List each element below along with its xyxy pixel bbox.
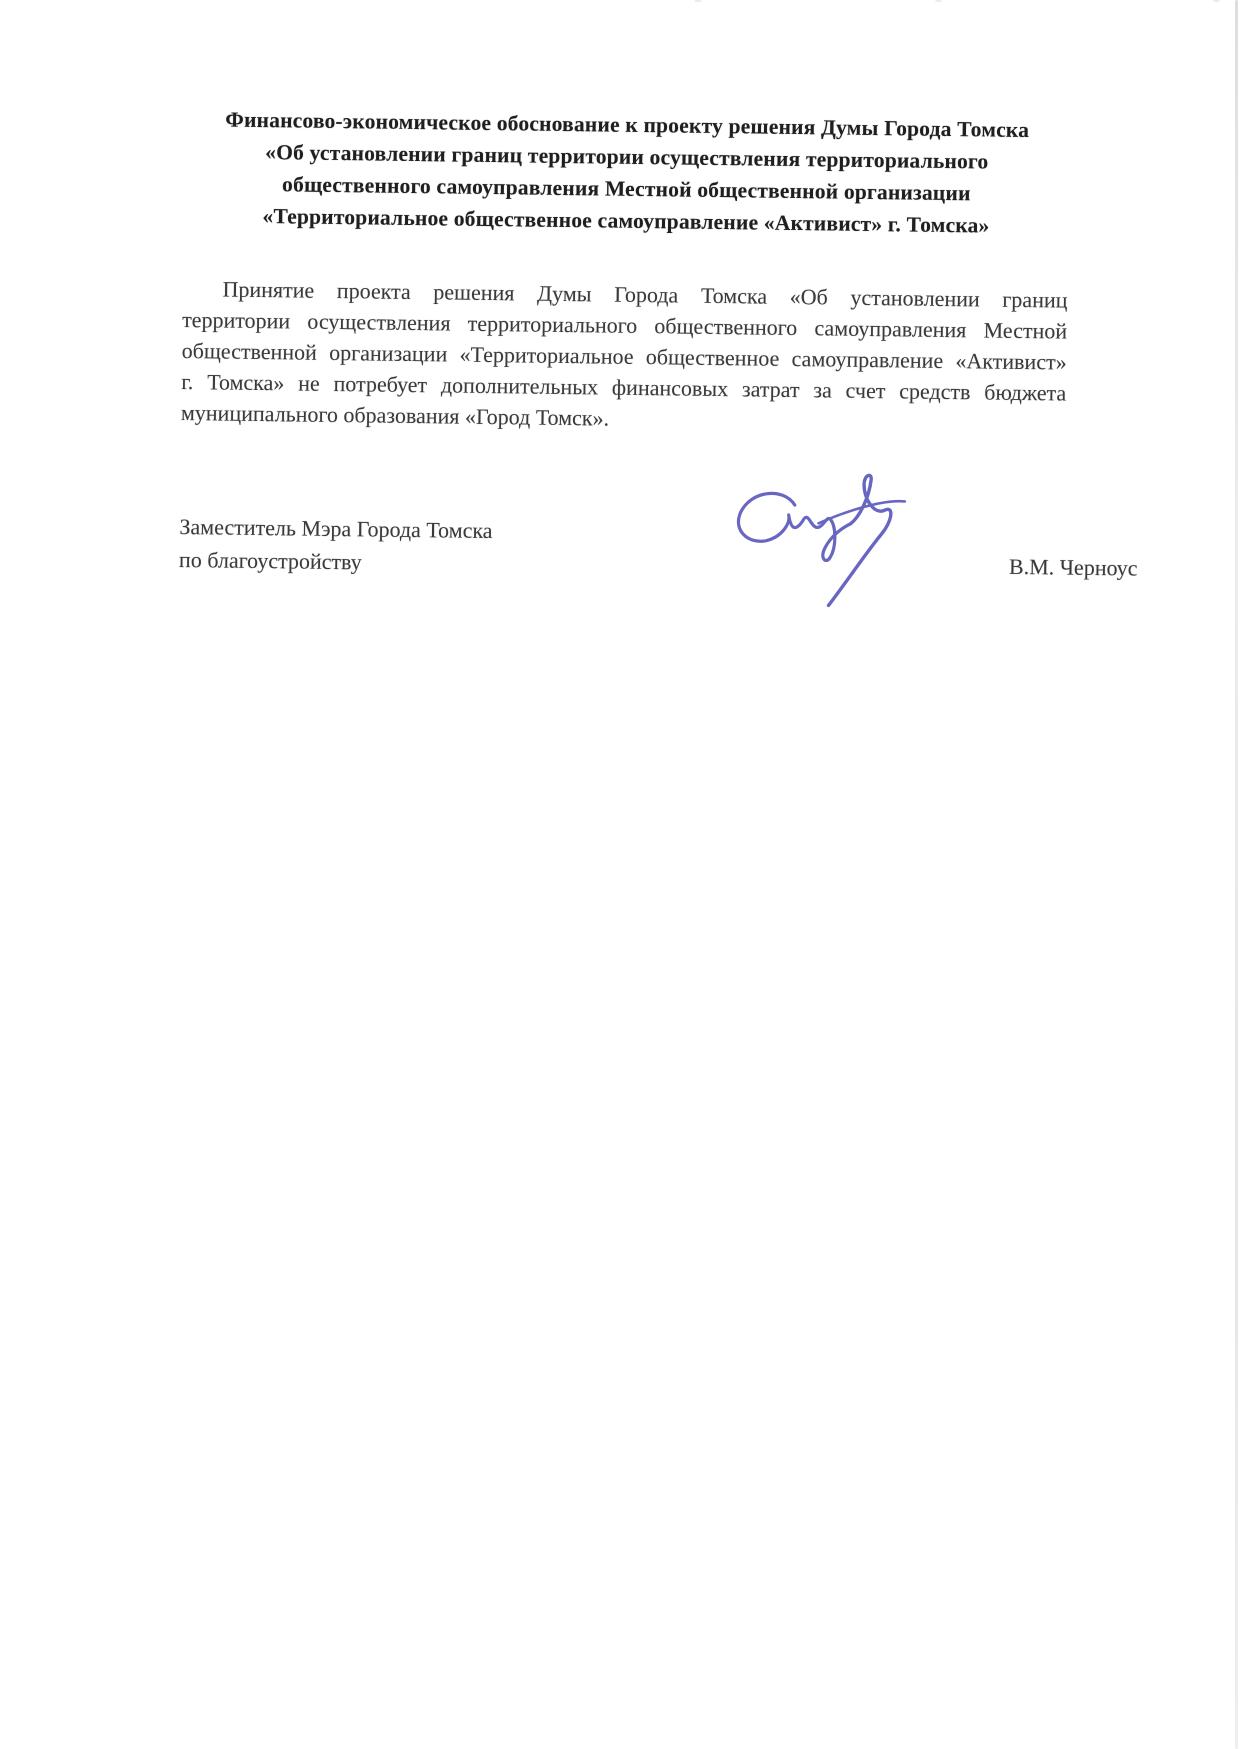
body-line: общественной организации «Территориальное общественное самоуправление «Активист» [181,337,1067,375]
scan-noise-speck [1213,0,1220,2]
body-paragraph [181,273,1068,440]
signer-position-line: Заместитель Мэра Города Томска [179,513,493,544]
handwritten-signature [731,468,910,610]
body-line: Принятие проекта решения Думы Города Томска «Об установлении границ [222,276,1068,313]
document-title [183,103,1070,243]
title-line: Финансово-экономическое обоснование к проекту решения Думы Города Томска [225,107,1030,143]
body-line: муниципального образования «Город Томск». [180,399,610,431]
document-content [176,103,1138,782]
body-line: г. Томска» не потребует дополнительных финансовых затрат за счет средств бюджета [181,368,1067,406]
body-line: территории осуществления территориального общественного самоуправления Местной [182,306,1068,344]
scan-noise-speck [694,0,702,2]
signer-position-line: по благоустройству [178,546,362,575]
scan-noise-speck [935,0,942,2]
title-line: общественного самоуправления Местной общественной организации [281,172,971,206]
title-line: «Об установлении границ территории осуществления территориального [265,140,989,174]
signer-position [179,510,560,581]
scan-edge-shadow [1235,0,1238,1749]
signee-name: В.М. Черноус [1008,553,1138,581]
title-line: «Территориальное общественное самоуправление «Активист» г. Томска» [262,204,990,238]
signature-ink-icon [731,468,910,610]
signature-block [176,510,1138,782]
